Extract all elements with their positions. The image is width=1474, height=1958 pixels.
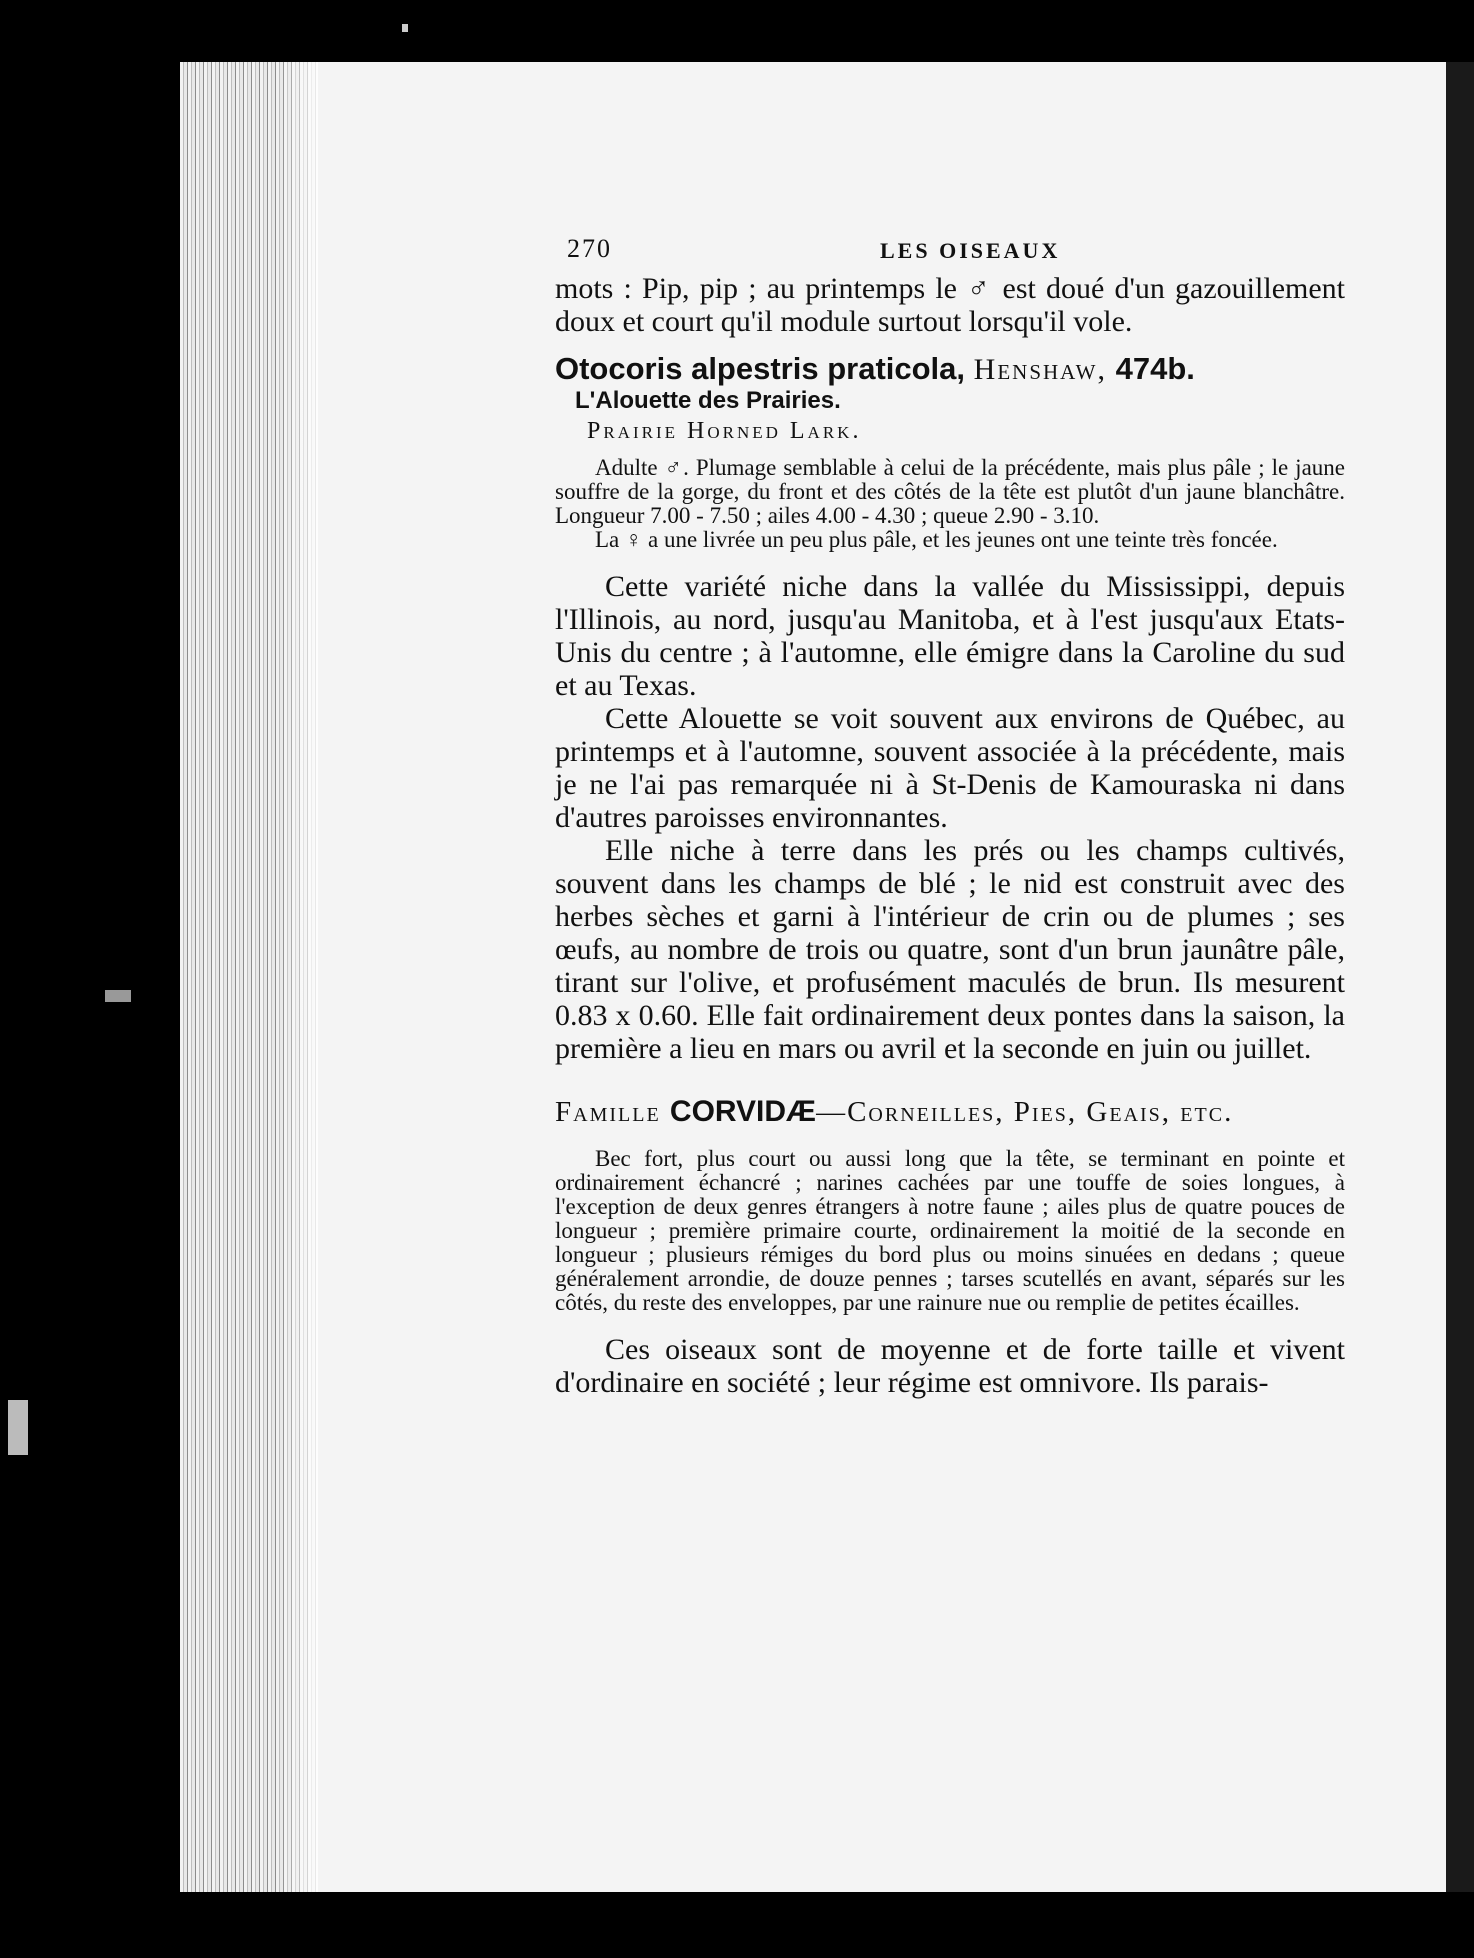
page-number: 270 [567, 234, 612, 263]
family-description: Bec fort, plus court ou aussi long que la tête, se terminant en pointe et ordinairement échancré ; narines cachées par une touffe de soies longues, à l'exception de deux genres étrangers à notre faune ; ailes plus de quatre pouces de longueur ; première primaire courte, ordinairement la moitié de la seconde en longueur ; plusieurs rémiges du bord plus ou moins sinuées en dedans ; queue généralement arrondie, de douze pennes ; tarses scutellés en avant, séparés sur les côtés, du reste des enveloppes, par une rainure nue ou remplie de petites écailles. [555, 1146, 1345, 1315]
description-paragraph: Adulte ♂. Plumage semblable à celui de la précédente, mais plus pâle ; le jaune souffre de la gorge, du front et des côtés de la tête est plutôt d'un jaune blanchâtre. Longueur 7.00 - 7.50 ; ailes 4.00 - 4.30 ; queue 2.90 - 3.10. [555, 455, 1345, 528]
family-description-block [555, 1147, 1345, 1315]
scan-speck [402, 24, 408, 32]
running-title: LES OISEAUX [880, 238, 1061, 263]
book-page-edges [180, 62, 320, 1892]
species-french-name: L'Alouette des Prairies. [575, 387, 841, 414]
running-head [555, 232, 1345, 272]
family-common-names: —Corneilles, Pies, Geais, etc. [816, 1096, 1234, 1128]
family-label: Famille [555, 1096, 661, 1128]
species-author: Henshaw, [973, 353, 1107, 386]
closing-paragraph: Ces oiseaux sont de moyenne et de forte taille et vivent d'ordinaire en société ; leur régime est omnivore. Ils parais- [555, 1333, 1345, 1399]
page-gutter-shadow [1446, 62, 1474, 1892]
species-description [555, 456, 1345, 552]
body-paragraph: Cette Alouette se voit souvent aux environs de Québec, au printemps et à l'automne, souvent associée à la précédente, mais je ne l'ai pas remarquée ni à St-Denis de Kamouraska ni dans d'autres paroisses environnantes. [555, 702, 1345, 834]
species-scientific-name: Otocoris alpestris praticola, [555, 351, 966, 386]
species-english-name: Prairie Horned Lark. [587, 418, 862, 444]
intro-text: mots : Pip, pip ; au printemps le ♂ est doué d'un gazouillement doux et court qu'il module surtout lorsqu'il vole. [555, 272, 1345, 338]
page-content [555, 232, 1345, 1399]
description-paragraph: La ♀ a une livrée un peu plus pâle, et les jeunes ont une teinte très foncée. [595, 527, 1278, 552]
family-name: CORVIDÆ [669, 1095, 817, 1128]
species-number: 474b. [1115, 351, 1195, 386]
body-paragraph: Cette variété niche dans la vallée du Mississippi, depuis l'Illinois, au nord, jusqu'au Manitoba, et à l'est jusqu'aux Etats-Unis du centre ; à l'automne, elle émigre dans la Caroline du sud et au Texas. [555, 570, 1345, 702]
scan-speck [105, 990, 131, 1002]
family-heading [555, 1095, 1345, 1129]
species-heading [555, 352, 1345, 386]
scan-speck [8, 1400, 28, 1455]
body-paragraph: Elle niche à terre dans les prés ou les champs cultivés, souvent dans les champs de blé ; le nid est construit avec des herbes sèches et garni à l'intérieur de crin ou de plumes ; ses œufs, au nombre de trois ou quatre, sont d'un brun jaunâtre pâle, tirant sur l'olive, et profusément maculés de brun. Ils mesurent 0.83 x 0.60. Elle fait ordinairement deux pontes dans la saison, la première a lieu en mars ou avril et la seconde en juin ou juillet. [555, 834, 1345, 1065]
